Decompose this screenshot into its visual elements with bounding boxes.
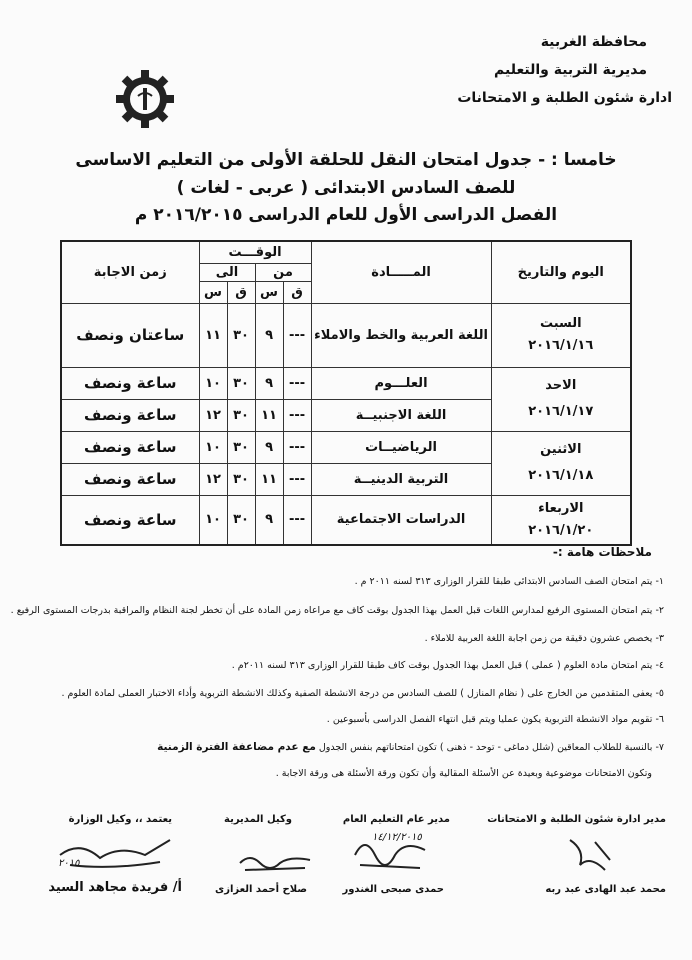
to-q-cell: ٣٠ [227,463,255,495]
handwritten-date: ١٤/١٢/٢٠١٥ [372,832,422,843]
note-item: ٣- يخصص عشرون دقيقة من زمن اجابة اللغة العربية للاملاء . [424,633,664,644]
signature-title: مدير عام التعليم العام [342,814,450,825]
duration-cell: ساعتان ونصف [61,303,199,367]
to-q-cell: ٣٠ [227,367,255,399]
to-q-cell: ٣٠ [227,431,255,463]
exam-date: ٢٠١٦/١/١٧ [528,404,594,419]
from-q-cell: --- [283,367,311,399]
day-name: الاحد [545,378,577,393]
handwritten-signature [560,830,620,880]
to-s-cell: ١١ [199,303,227,367]
duration-cell: ساعة ونصف [61,399,199,431]
signature-name: صلاح أحمد العزازى [215,884,307,895]
subject-cell: اللغة الاجنبيــة [311,399,491,431]
handwritten-date: ٢٠١٥ [58,858,80,869]
note-item-7 [157,741,664,753]
header-to-q: ق [227,281,255,303]
from-q-cell: --- [283,495,311,545]
header-duration: زمن الاجابة [61,241,199,303]
table-row [61,495,631,545]
header-time: الوقـــت [199,241,311,263]
header-day-date: اليوم والتاريخ [491,241,631,303]
subject-cell: التربية الدينيــة [311,463,491,495]
note-item-emphasis: مع عدم مضاعفة الفترة الزمنية [157,741,316,753]
note-item: ٦- تقويم مواد الانشطة التربوية يكون عمليا ويتم قبل انتهاء الفصل الدراسى بأسبوعين . [326,714,664,725]
table-row [61,303,631,367]
header-from: من [255,263,311,281]
note-item: ٧- بالنسبة للطلاب المعاقين (شلل دماغى - توحد - ذهنى ) تكون امتحاناتهم بنفس الجدول [318,742,664,753]
to-q-cell: ٣٠ [227,399,255,431]
to-s-cell: ١٠ [199,495,227,545]
title-line-3: الفصل الدراسى الأول للعام الدراسى ٢٠١٦/٢٠١٥ م [134,205,558,225]
header-subject: المـــــادة [311,241,491,303]
notes-title: ملاحظات هامة :- [552,545,652,559]
header-to-s: س [199,281,227,303]
note-item: ٢- يتم امتحان المستوى الرفيع لمدارس اللغات قبل العمل بهذا الجدول بوقت كاف مع مراعاه زمن المادة على أن تخطر لجنة النظام والمراقبة بدرجات المستوى الرفيع . [10,605,664,616]
from-q-cell: --- [283,431,311,463]
header-from-q: ق [283,281,311,303]
day-date-cell [491,495,631,545]
signature-name: حمدى صبحى الغندور [342,884,444,895]
from-s-cell: ١١ [255,463,283,495]
to-s-cell: ١٢ [199,399,227,431]
header-directorate: مديرية التربية والتعليم [494,62,647,78]
exam-date: ٢٠١٦/١/٢٠ [528,522,594,538]
to-s-cell: ١٠ [199,431,227,463]
subject-cell: العلـــوم [311,367,491,399]
duration-cell: ساعة ونصف [61,367,199,399]
exam-date: ٢٠١٦/١/١٨ [528,468,594,483]
table-row [61,367,631,399]
signature-name: أ/ فريدة مجاهد السيد [48,880,182,895]
header-to: الى [199,263,255,281]
header-from-s: س [255,281,283,303]
note-item: ١- يتم امتحان الصف السادس الابتدائى طبقا للقرار الوزارى ٣١٣ لسنه ٢٠١١ م . [354,576,664,587]
note-item: ٤- يتم امتحان مادة العلوم ( عملى ) قبل العمل بهذا الجدول بوقت كاف طبقا للقرار الوزارى ٣١٣ لسنه ٢٠١١م . [231,660,664,671]
from-s-cell: ١١ [255,399,283,431]
subject-cell: الرياضيــات [311,431,491,463]
duration-cell: ساعة ونصف [61,495,199,545]
day-name: السبت [539,316,582,331]
from-s-cell: ٩ [255,367,283,399]
day-date-cell [491,367,631,431]
subject-cell: الدراسات الاجتماعية [311,495,491,545]
header-governorate: محافظة الغربية [540,34,647,50]
note-item: وتكون الامتحانات موضوعية وبعيدة عن الأسئلة المقالية وأن تكون ورقة الأسئلة هى ورقة الاجابة . [275,768,652,779]
day-date-cell [491,431,631,495]
to-q-cell: ٣٠ [227,495,255,545]
title-line-2: للصف السادس الابتدائى ( عربى - لغات ) [176,178,516,198]
to-q-cell: ٣٠ [227,303,255,367]
from-s-cell: ٩ [255,431,283,463]
duration-cell: ساعة ونصف [61,463,199,495]
from-q-cell: --- [283,303,311,367]
signature-name: محمد عبد الهادى عبد ربه [545,884,666,895]
to-s-cell: ١٠ [199,367,227,399]
table-row [61,431,631,463]
exam-date: ٢٠١٦/١/١٦ [528,338,594,353]
from-q-cell: --- [283,399,311,431]
signature-title: مدير ادارة شئون الطلبة و الامتحانات [487,814,666,825]
duration-cell: ساعة ونصف [61,431,199,463]
signature-title: يعتمد ،، وكيل الوزارة [68,814,172,825]
day-name: الاثنين [540,442,582,457]
note-item: ٥- يعفى المتقدمين من الخارج على ( نظام المنازل ) للصف السادس من درجة الانشطة الصفية وكذلك الانشطة التربوية وأداء الاختبار العملى لمادة العلوم . [61,688,664,699]
ministry-gear-logo [112,66,178,132]
day-name: الاربعاء [538,500,584,516]
title-line-1: خامسا : - جدول امتحان النقل للحلقة الأولى من التعليم الاساسى [75,150,617,170]
to-s-cell: ١٢ [199,463,227,495]
signature-title: وكيل المديرية [224,814,292,825]
day-date-cell [491,303,631,367]
exam-schedule-table [60,240,632,546]
from-q-cell: --- [283,463,311,495]
from-s-cell: ٩ [255,495,283,545]
handwritten-signature [235,848,315,878]
from-s-cell: ٩ [255,303,283,367]
subject-cell: اللغة العربية والخط والاملاء [311,303,491,367]
header-department: ادارة شئون الطلبة و الامتحانات [457,90,672,106]
